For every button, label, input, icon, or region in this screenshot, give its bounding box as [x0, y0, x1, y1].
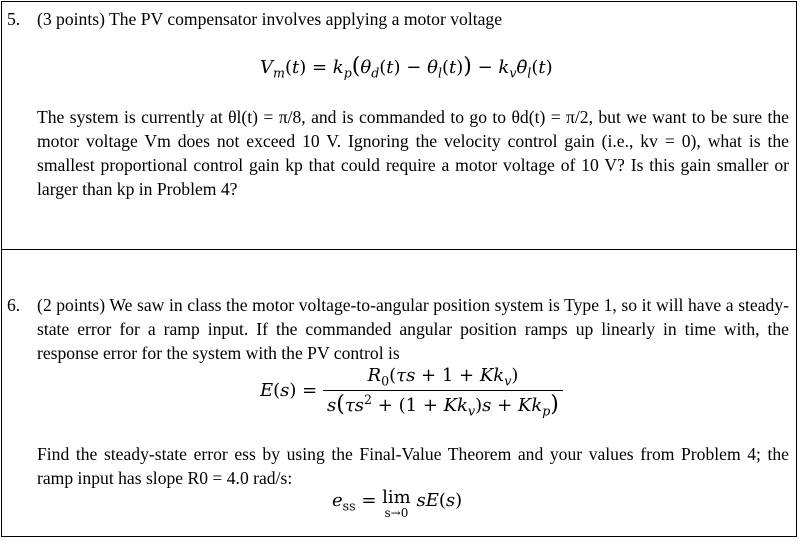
ess-equation [332, 489, 462, 519]
section-divider [2, 249, 796, 250]
ess-lim-sub: s→0 [384, 506, 409, 520]
ess-rhs: sE(s) [416, 490, 463, 511]
q5-eq-lhs: $V_m(t)$ = [260, 57, 328, 81]
q6-fraction [323, 364, 563, 418]
q5-equation [260, 55, 553, 80]
q6-body: Find the steady-state error ess by using the Final-Value Theorem and your values from Problem 4; the ramp input has slope R0 = 4.0 rad/s: [37, 444, 789, 488]
q6-eq-numerator: $R_0(\tau s + 1 + Kk_v)$ [367, 365, 519, 389]
q5-intro: (3 points) The PV compensator involves applying a motor voltage [37, 9, 503, 29]
q6-eq-denominator: $s(\tau s^2 + (1 + Kk_v)s + Kk_p)$ [323, 390, 563, 418]
ess-lim-label: lim [382, 487, 411, 508]
q6-intro: (2 points) We saw in class the motor voltage-to-angular position system is Type 1, so it will have a steady-state error for a ramp input. If the commanded angular position ramps up linearly in time with, the response error for the system with the PV control is [37, 295, 789, 363]
q5-number: 5. [7, 9, 21, 29]
q5-body: The system is currently at θl(t) = π/8, and is commanded to go to θd(t) = π/2, but we want to be sure the motor voltage Vm does not exceed 10 V. Ignoring the velocity control gain (i.e., kv = 0), what is the smallest proportional control gain kp that could require a motor voltage of 10 V? Is this gain smaller or larger than kp in Problem 4? [37, 107, 789, 199]
problem-sheet [1, 1, 797, 537]
q6-eq-lhs: E(s) = [260, 380, 318, 401]
q5-eq-rhs: $k_p(\theta_d(t) - \theta_l(t))$ − $k_v\thetȧ_l(t)$ [332, 54, 553, 81]
q6-number: 6. [7, 295, 21, 315]
ess-limit [382, 489, 411, 519]
q6-equation [260, 364, 563, 418]
ess-lhs: $e_{ss}$ = [332, 490, 383, 514]
